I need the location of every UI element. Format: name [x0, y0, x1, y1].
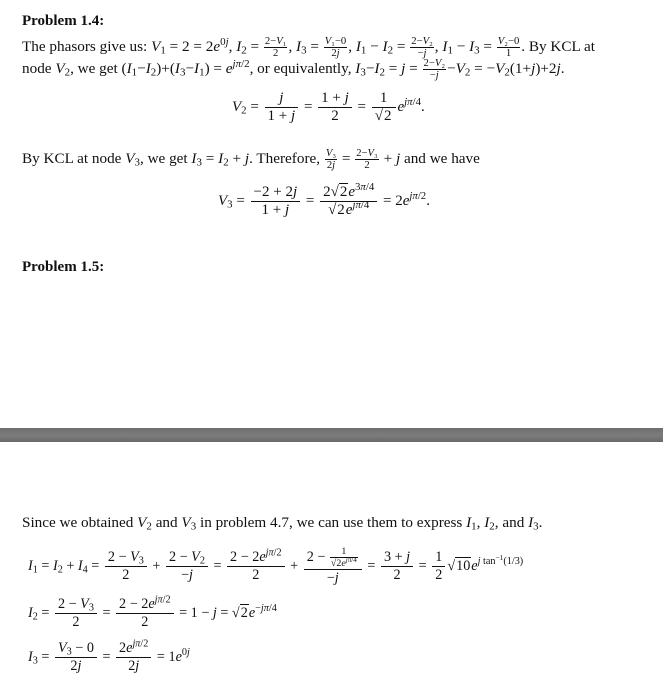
equation-v2: $V_2$ = $\frac{j}{1 + j}$ = $\frac{1 + j}{2}$ = $\frac{1}{√2}$ $e^{j\pi/4}$. [232, 90, 425, 124]
equation-v3: $V_3$ = $\frac{-2 + 2j}{1 + j}$ = $\frac{2√2e^{3\pi/4}}{√2e^{j\pi/4}}$ = $2e^{j\pi/2}$. [218, 181, 430, 218]
problem-1-4-line-1: The phasors give us: $V_1 = 2 = 2e^{0j}$, $I_2$ = $\frac{\text{2−V₁}}{2}$ , $I_3$ = $\frac{\text{V₁−0}}{2j}$ , $I_1 - I_2$ = $\frac{\text{2−V₂}}{-j}$ , $I_1 - I_3$ = $\frac{\text{V₂−0}}{1}$ . By KCL at [22, 35, 595, 59]
intro-text: Since we obtained $V_2$ and $V_3$ in problem 4.7, we can use them to express $I_1$, $I_2$, and $I_3$. [22, 514, 543, 533]
equation-i1: $I_1 = I_2 + I_4$ = $\frac{2 - V_3}{2}$ + $\frac{2 - V_2}{-j}$ = $\frac{2 - 2e^{j\pi/2}}{2}$ + 2 − $\frac{1}{√2e^{j\pi/4}}$ −j = $\frac{3 + j}{2}$ = $\frac{1}{2}$ $√10e^{j tan^{-1}(1/3)}$ [28, 546, 524, 586]
problem-1-4-heading: Problem 1.4: [22, 13, 105, 29]
problem-1-4-line-2: node $V_2$, we get $(I_1-I_2)+(I_3-I_1) = e^{j\pi/2}$, or equivalently, $I_3-I_2 = j$ = $\frac{\text{2−V₂}}{-j}$ $-V_2 = -V_2(1+j)+2j$. [22, 57, 565, 81]
problem-1-5-heading: Problem 1.5: [22, 259, 105, 275]
equation-i2: $I_2$ = $\frac{2 - V_3}{2}$ = $\frac{2 - 2e^{j\pi/2}}{2}$ = $1 - j = √2e^{-j\pi/4}$ [28, 594, 277, 630]
problem-1-4-line-3: By KCL at node $V_3$, we get $I_3 = I_2 + j$. Therefore, $\frac{\text{V₃}}{2j}$ = $\frac{\text{2−V₃}}{2}$ + j and we have [22, 148, 480, 171]
page-divider [0, 428, 663, 442]
equation-i3: $I_3$ = $\frac{V_3 - 0}{2j}$ = $\frac{2e^{j\pi/2}}{2j}$ = $1e^{0j}$ [28, 638, 190, 674]
